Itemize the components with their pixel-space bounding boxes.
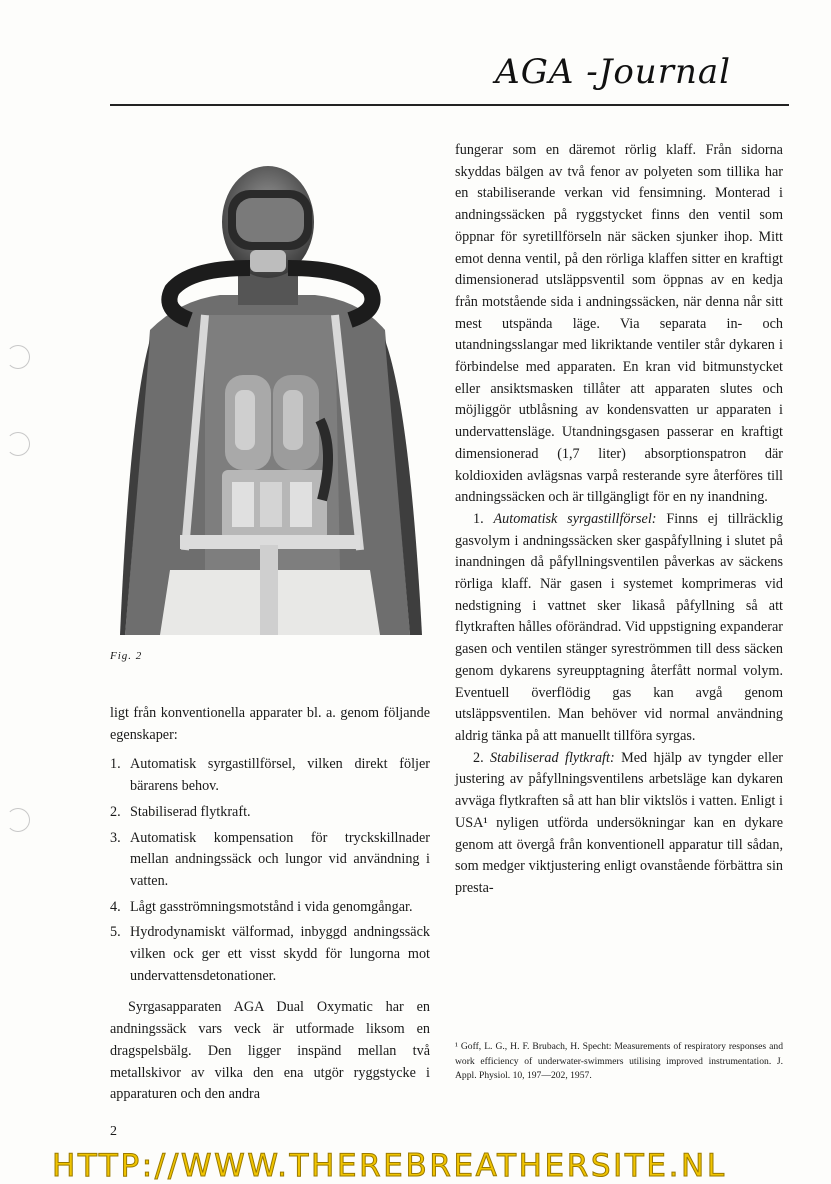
section-number: 1. (473, 510, 484, 527)
body-paragraph (455, 748, 783, 900)
section-text: Med hjälp av tyngder eller justering av påfyllningsventilens arbetsläge kan dykaren avväga flytkraften så att han blir viktslös i vatten. Enligt i USA¹ nyligen utförda undersökningar kan en dykare genom att övergå från konventionell apparatur till sådan, som medger viktjustering enligt ovanstående förbättra sin presta- (455, 749, 783, 896)
list-item-text: Automatisk syrgastillförsel, vilken direkt följer bärarens behov. (130, 756, 430, 795)
section-text: Finns ej tillräcklig gasvolym i andningssäcken sker gaspåfyllning i slutet på inandningen då påfyllningsventilen påverkas av säckens rörliga klaff. När gasen i systemet komprimeras vid nedstigning i vattnet sker likaså påfyllning så att flytkraften hålles oförändrad. Vid uppstigning expanderar gasen och ventilen stänger syreströmmen till dess säcken genom dykarens syreupptagning återfått normal volym. Eventuell överflödig gas kan avgå genom utsläppsventilen. Man behöver vid normal användning aldrig tänka på att manuellt tillföra syrgas. (455, 510, 784, 744)
page-number: 2 (110, 1124, 117, 1139)
diver-with-rebreather-photo-icon (110, 150, 425, 635)
punch-hole-icon (6, 345, 30, 369)
body-paragraph (455, 509, 783, 748)
punch-hole-icon (6, 808, 30, 832)
punch-hole-icon (6, 432, 30, 456)
header-rule (110, 104, 789, 106)
journal-title: AGA -Journal (495, 52, 731, 92)
section-heading: Automatisk syrgastillförsel: (493, 510, 657, 527)
body-paragraph: Syrgasapparaten AGA Dual Oxymatic har en andningssäck vars veck är utformade liksom en dragspelsbälg. Den ligger inspänd mellan två metallskivor av vilka den ena utgör ryggstycke i apparaturen och den andra (110, 999, 430, 1103)
list-item-text: Lågt gasströmningsmotstånd i vida genomgångar. (130, 898, 413, 915)
body-paragraph: fungerar som en däremot rörlig klaff. Från sidorna skyddas bälgen av två fenor av polyeten som tillika har en stabiliserande verkan vid fensimning. Monterad i andningssäcken på ryggstycket finns den ventil som öppnar för syretillförseln när säcken sjunker ihop. Mitt emot denna ventil, på den rörliga klaffen sitter en kraftigt dimensionerad utsläppsventil som öppnas av en kedja från motstående sida i andningssäcken, när denna når sitt mest utspända läge. Via separata in- och utandningsslangar med likriktande ventiler står dykaren i förbindelse med apparaten. En kran vid bitmunstycket eller ansiktsmasken tillåter att apparaten slutes och möjliggör utblåsning av kondensvatten ur apparaten i undervattensläge. Utandningsgasen passerar en kraftigt dimensionerad (1,7 liter) absorptionspatron där koldioxiden avlägsnas varpå resterande syre återföres till andningssäcken och är tillgängligt för en ny inandning. (455, 142, 783, 506)
intro-text: ligt från konventionella apparater bl. a. genom följande egenskaper: (110, 705, 430, 743)
list-item (110, 828, 430, 893)
list-item (110, 754, 430, 797)
list-item-text: Hydrodynamiskt välformad, inbyggd andningssäck vilken ock ger ett visst skydd för lungorna mot undervattensdetonationer. (130, 924, 430, 984)
list-item-number: 1. (110, 756, 121, 773)
list-item-number: 4. (110, 898, 121, 915)
list-item-number: 2. (110, 803, 121, 820)
section-heading: Stabiliserad flytkraft: (490, 749, 615, 766)
list-item (110, 897, 430, 919)
list-item (110, 802, 430, 824)
left-column (110, 703, 430, 1106)
list-item-number: 5. (110, 924, 121, 941)
list-item-text: Stabiliserad flytkraft. (130, 803, 251, 820)
right-column (455, 140, 783, 900)
website-watermark: HTTP://WWW.THEREBREATHERSITE.NL (52, 1148, 727, 1184)
list-item (110, 922, 430, 987)
footnote: ¹ Goff, L. G., H. F. Brubach, H. Specht: Measurements of respiratory responses and work efficiency of underwater-swimmers utilising improved instrumentation. J. Appl. Physiol. 10, 197—202, 1957. (455, 1041, 783, 1081)
feature-list (110, 754, 430, 987)
figure-caption: Fig. 2 (110, 650, 143, 662)
list-item-number: 3. (110, 829, 121, 846)
section-number: 2. (473, 749, 484, 766)
list-item-text: Automatisk kompensation för tryckskillnader mellan andningssäck och lungor vid användning i vatten. (130, 829, 430, 889)
